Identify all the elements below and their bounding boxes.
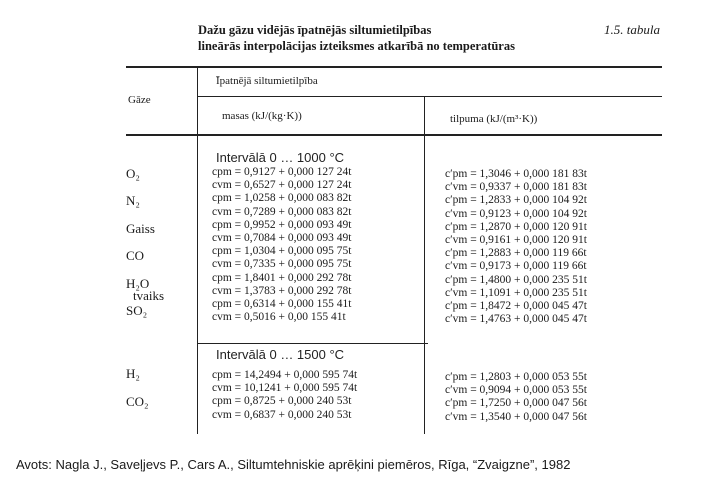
equation: cvm = 0,7335 + 0,000 095 75t (212, 258, 352, 271)
equation: cpm = 1,0304 + 0,000 095 75t (212, 245, 352, 258)
equation: cvm = 0,6837 + 0,000 240 53t (212, 408, 352, 421)
specific-heat-header: Īpatnējā siltumietilpība (216, 75, 318, 87)
section-divider (198, 343, 428, 344)
section-1-title: Intervālā 0 … 1000 °C (216, 150, 345, 165)
equation: cpm = 1,8401 + 0,000 292 78t (212, 271, 352, 284)
equation: c′vm = 0,9161 + 0,000 120 91t (445, 234, 587, 247)
equation: cpm = 14,2494 + 0,000 595 74t (212, 369, 358, 381)
mass-column-header: masas (kJ/(kg·K)) (222, 110, 302, 122)
mass-volume-divider (424, 96, 425, 434)
equation: cpm = 0,6314 + 0,000 155 41t (212, 298, 352, 311)
volume-equations-section-2 (445, 371, 587, 424)
equation: cvm = 0,7084 + 0,000 093 49t (212, 232, 352, 245)
equation: cpm = 0,8725 + 0,000 240 53t (212, 395, 352, 408)
gas-column-header: Gāze (128, 94, 151, 106)
gas-label: tvaiks (133, 288, 165, 303)
equation: c′vm = 0,9337 + 0,000 181 83t (445, 181, 587, 194)
equation: c′vm = 1,1091 + 0,000 235 51t (445, 286, 587, 299)
gas-label: H₂ (126, 366, 140, 381)
gas-label: CO₂ (126, 394, 149, 409)
equation: c′pm = 1,3046 + 0,000 181 83t (445, 168, 587, 180)
gas-label: CO (126, 248, 145, 263)
equation: c′pm = 1,7250 + 0,000 047 56t (445, 397, 587, 410)
table-title (198, 22, 515, 54)
gas-label: N₂ (126, 193, 140, 208)
gas-label: O₂ (126, 166, 140, 181)
section-2-title: Intervālā 0 … 1500 °C (216, 347, 345, 362)
volume-column-header: tilpuma (kJ/(m³·K)) (450, 113, 538, 125)
equation: c′pm = 1,2833 + 0,000 104 92t (445, 194, 587, 207)
equation: cpm = 0,9127 + 0,000 127 24t (212, 166, 352, 178)
equation: cvm = 0,6527 + 0,000 127 24t (212, 179, 352, 192)
mass-equations-section-1 (212, 166, 351, 324)
equation: c′pm = 1,8472 + 0,000 045 47t (445, 300, 587, 313)
gas-label: SO₂ (126, 303, 148, 318)
table-number: 1.5. tabula (604, 22, 660, 37)
equation: cpm = 1,0258 + 0,000 083 82t (212, 192, 352, 205)
source-citation: Avots: Nagla J., Saveļjevs P., Cars A., Siltumtehniskie aprēķini piemēros, Rīga, “Zvaigzne”, 1982 (16, 457, 571, 472)
equation: c′vm = 0,9173 + 0,000 119 66t (445, 260, 587, 273)
equation: c′pm = 1,2870 + 0,000 120 91t (445, 220, 587, 233)
equation: c′vm = 0,9094 + 0,000 053 55t (445, 384, 587, 397)
gas-label: H₂O (126, 276, 150, 291)
title-line-2: lineārās interpolācijas izteiksmes atkarībā no temperatūras (198, 39, 515, 53)
equation: cvm = 1,3783 + 0,000 292 78t (212, 284, 352, 297)
header-subrule (198, 96, 662, 97)
equation: c′vm = 1,4763 + 0,000 045 47t (445, 313, 587, 326)
equation: cpm = 0,9952 + 0,000 093 49t (212, 218, 352, 231)
equation: c′pm = 1,2803 + 0,000 053 55t (445, 371, 587, 383)
equation: cvm = 0,5016 + 0,00 155 41t (212, 311, 346, 324)
equation: c′pm = 1,2883 + 0,000 119 66t (445, 247, 587, 260)
header-bottom-rule (126, 134, 662, 136)
top-rule (126, 66, 662, 68)
equation: c′pm = 1,4800 + 0,000 235 51t (445, 273, 587, 286)
mass-equations-section-2 (212, 369, 357, 422)
gas-column-divider (197, 66, 198, 434)
equation: c′vm = 0,9123 + 0,000 104 92t (445, 207, 587, 220)
equation: c′vm = 1,3540 + 0,000 047 56t (445, 410, 587, 423)
title-line-1: Dažu gāzu vidējās īpatnējās siltumietilpības (198, 23, 432, 37)
gas-label: Gaiss (126, 221, 155, 236)
equation: cvm = 10,1241 + 0,000 595 74t (212, 382, 358, 395)
volume-equations-section-1 (445, 168, 587, 326)
equation: cvm = 0,7289 + 0,000 083 82t (212, 205, 352, 218)
